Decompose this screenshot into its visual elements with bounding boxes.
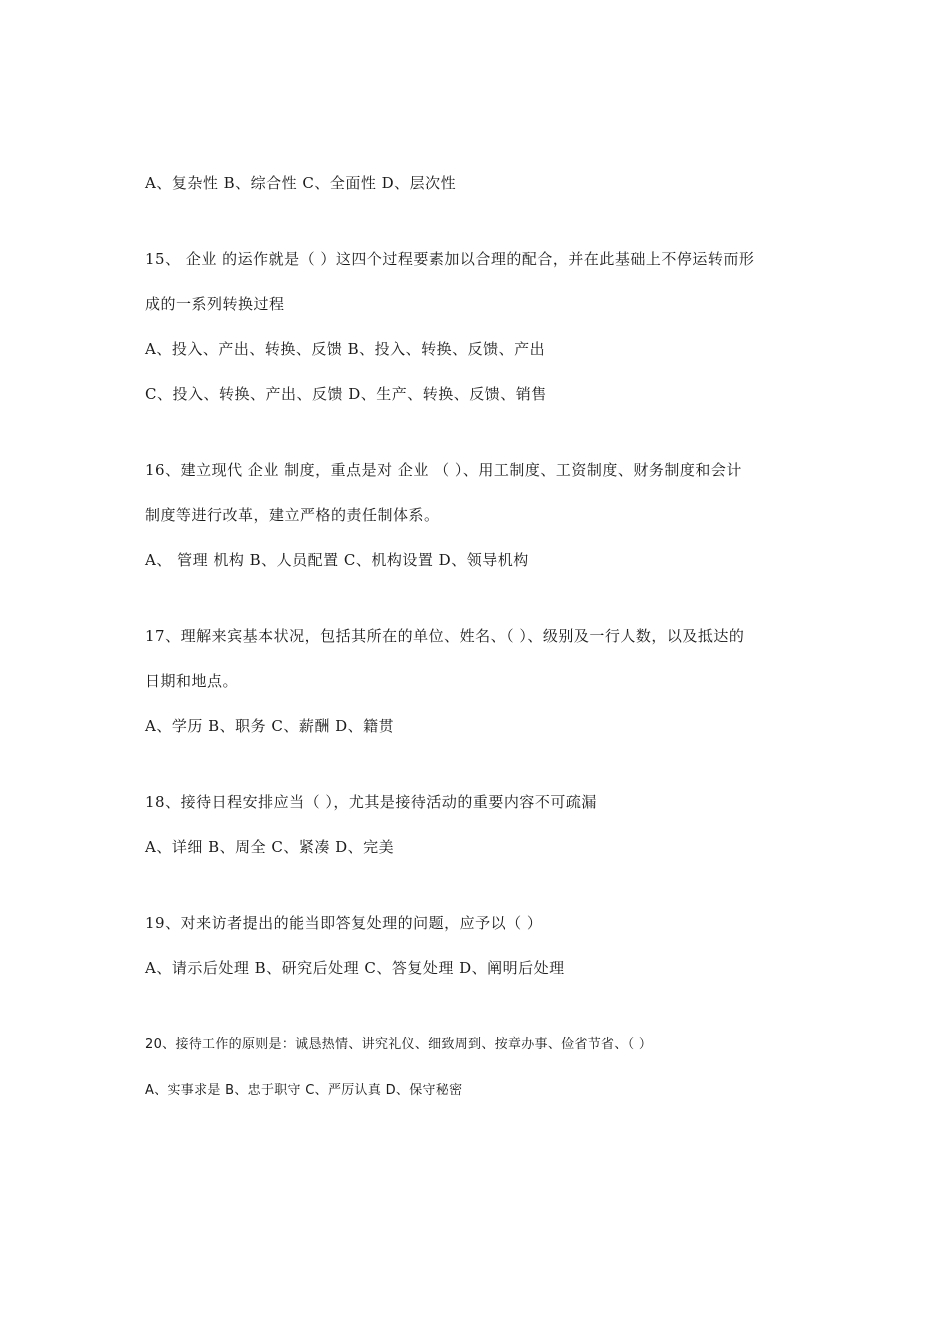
q17-question-line1: 17、理解来宾基本状况，包括其所在的单位、姓名、（ ）、级别及一行人数，以及抵达的	[145, 627, 745, 645]
q15-question-line2: 成的一系列转换过程	[145, 295, 285, 313]
q20-options: A、实事求是 B、忠于职守 C、严厉认真 D、保守秘密	[145, 1083, 463, 1098]
q14-options: A、复杂性 B、综合性 C、全面性 D、层次性	[145, 174, 457, 192]
q18-options: A、详细 B、周全 C、紧凑 D、完美	[145, 838, 395, 856]
q15-options-cd: C、投入、转换、产出、反馈 D、生产、转换、反馈、销售	[145, 385, 547, 403]
q15-question-line1: 15、 企业 的运作就是（ ）这四个过程要素加以合理的配合，并在此基础上不停运转而形	[145, 250, 755, 268]
q19-options: A、请示后处理 B、研究后处理 C、答复处理 D、阐明后处理	[145, 959, 565, 977]
q17-question-line2: 日期和地点。	[145, 672, 239, 690]
q19-question: 19、对来访者提出的能当即答复处理的问题，应予以（ ）	[145, 914, 543, 932]
q16-options: A、 管理 机构 B、人员配置 C、机构设置 D、领导机构	[145, 551, 529, 569]
q20-question: 20、接待工作的原则是：诚恳热情、讲究礼仪、细致周到、按章办事、俭省节省、（ ）	[145, 1037, 653, 1052]
q17-options: A、学历 B、职务 C、薪酬 D、籍贯	[145, 717, 395, 735]
q15-options-ab: A、投入、产出、转换、反馈 B、投入、转换、反馈、产出	[145, 340, 546, 358]
q16-question-line2: 制度等进行改革，建立严格的责任制体系。	[145, 506, 440, 524]
q18-question: 18、接待日程安排应当（ ），尤其是接待活动的重要内容不可疏漏	[145, 793, 597, 811]
q16-question-line1: 16、建立现代 企业 制度，重点是对 企业 （ ）、用工制度、工资制度、财务制度和会计	[145, 461, 742, 479]
